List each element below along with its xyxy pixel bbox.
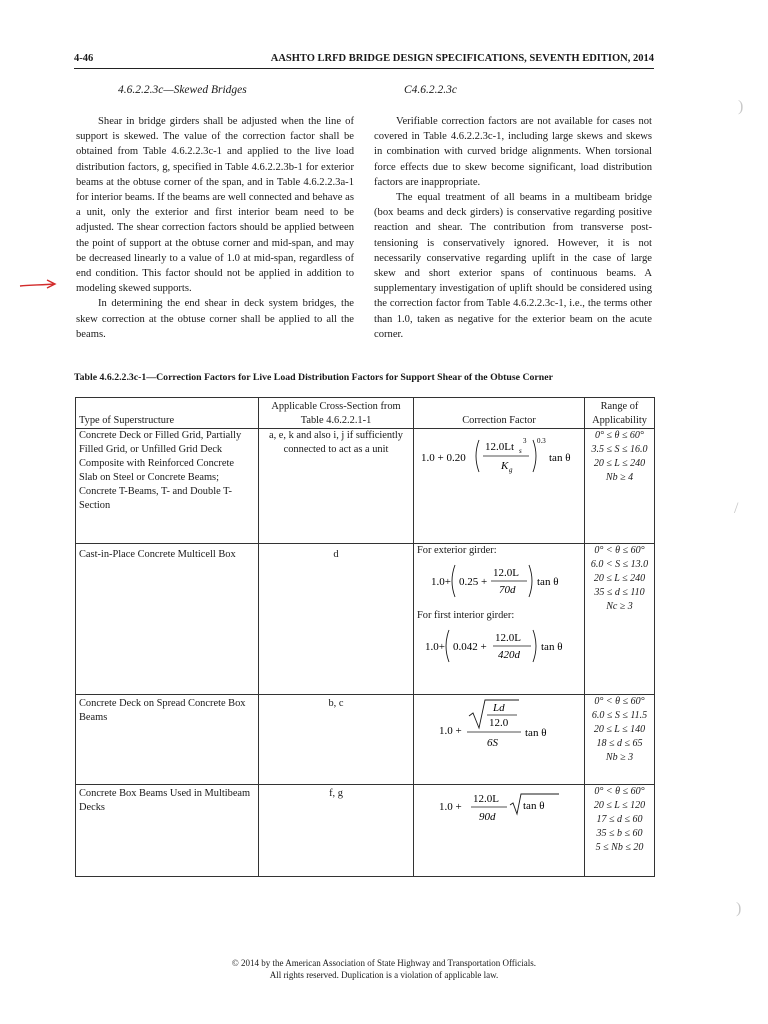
header-type: Type of Superstructure: [76, 398, 259, 429]
superstructure-type: Concrete Deck on Spread Concrete Box Beams: [76, 695, 259, 785]
formula-tan: tan θ: [541, 641, 563, 653]
formula-root-denominator: 12.0: [489, 717, 509, 729]
page-header: [74, 52, 654, 69]
formula-exterior-girder: [419, 561, 579, 601]
range-item: 20 ≤ L ≤ 240: [593, 458, 646, 469]
page-number: 4-46: [74, 53, 94, 64]
range-item: 35 ≤ b ≤ 60: [596, 828, 643, 839]
formula-lead: 1.0+: [431, 576, 451, 588]
correction-formula: [414, 544, 585, 695]
formula-multibeam-decks: [419, 788, 579, 828]
formula-shear-correction: [419, 432, 579, 480]
table-row: [76, 695, 655, 785]
formula-tan: tan θ: [537, 576, 559, 588]
range-of-applicability: [585, 695, 655, 785]
formula-subscript: g: [509, 466, 513, 474]
commentary-column: [374, 114, 652, 342]
range-item: 17 ≤ d ≤ 60: [596, 814, 643, 825]
range-of-applicability: [585, 544, 655, 695]
cross-section: f, g: [259, 785, 414, 877]
superstructure-type: Concrete Deck or Filled Grid, Partially Filled Grid, or Unfilled Grid Deck Composite with Reinforced Concrete Slab on Steel or Concrete Beams; Concrete T-Beams, T- and Double T-Section: [76, 429, 259, 544]
formula-denominator: 90d: [479, 811, 496, 823]
range-item: 0° < θ ≤ 60°: [594, 696, 645, 707]
formula-tan: tan θ: [525, 727, 547, 739]
copyright-footer: [0, 957, 768, 981]
annotation-arrow-icon: [18, 278, 60, 292]
spec-paragraph: Shear in bridge girders shall be adjusted when the line of support is skewed. The value of the correction factor shall be obtained from Table 4.6.2.2.3c-1 and applied to the live load distribution factors, g, specified in Table 4.6.2.2.3b-1 for exterior beams at the obtuse corner of the span, and in Table 4.6.2.2.3a-1 for interior beams. If the beams are well connected and behave as a unit, only the exterior and first interior beam need to be adjusted. The shear correction factors should be applied between the point of support at the obtuse corner and mid-span, and may be decreased linearly to a value of 1.0 at mid-span, regardless of end condition. This factor should not be applied in addition to modeling skewed supports.: [76, 116, 354, 295]
superstructure-type: Cast-in-Place Concrete Multicell Box: [76, 544, 259, 695]
specification-column: [76, 114, 354, 342]
correction-factor-table: [75, 397, 655, 877]
range-item: Nb ≥ 3: [605, 752, 634, 763]
formula-tan: tan θ: [549, 452, 571, 464]
range-item: 0° < θ ≤ 60°: [594, 786, 645, 797]
spec-paragraph: In determining the end shear in deck system bridges, the skew correction at the obtuse corner shall be applied to all the beams.: [76, 298, 354, 340]
range-item: Nb ≥ 4: [605, 472, 634, 483]
range-item: 5 ≤ Nb ≤ 20: [595, 842, 644, 853]
formula-superscript: 3: [523, 437, 527, 445]
range-of-applicability: [585, 785, 655, 877]
formula-interior-girder: [419, 626, 579, 666]
formula-denominator: K: [501, 460, 509, 472]
copyright-line: © 2014 by the American Association of State Highway and Transportation Officials.: [231, 958, 537, 968]
formula-numerator: 12.0L: [495, 632, 521, 644]
table-row: [76, 544, 655, 695]
formula-root-numerator: Ld: [493, 702, 505, 714]
formula-numerator: 12.0L: [473, 793, 499, 805]
formula-denominator: 420d: [498, 649, 520, 661]
range-item: 6.0 ≤ S ≤ 11.5: [591, 710, 648, 721]
range-item: 6.0 < S ≤ 13.0: [590, 559, 649, 570]
copyright-line: All rights reserved. Duplication is a violation of applicable law.: [269, 970, 499, 980]
table-row: [76, 785, 655, 877]
range-item: 0° ≤ θ ≤ 60°: [595, 430, 644, 441]
formula-denominator: 6S: [487, 737, 498, 749]
range-item: 20 ≤ L ≤ 120: [593, 800, 646, 811]
running-title: AASHTO LRFD BRIDGE DESIGN SPECIFICATIONS, SEVENTH EDITION, 2014: [270, 53, 654, 64]
scan-mark: ): [738, 98, 744, 115]
scan-mark: ): [736, 900, 742, 917]
range-item: Nc ≥ 3: [606, 601, 633, 612]
header-cross-section: Applicable Cross-Section from Table 4.6.2.2.1-1: [259, 398, 414, 429]
cross-section: d: [259, 544, 414, 695]
formula-term: 0.042 +: [453, 641, 487, 653]
scan-mark: /: [734, 500, 739, 517]
range-item: 20 ≤ L ≤ 240: [593, 573, 646, 584]
commentary-paragraph: The equal treatment of all beams in a multibeam bridge (box beams and deck girders) is conservative regarding positive reaction and shear. The contribution from transverse post-tensioning is conservatively ignored. However, it is not necessarily conservative regarding uplift in the case of large skew and short exterior spans of continuous beams. A supplementary investigation of uplift should be considered using the correction factor from Table 4.6.2.2.3c-1, i.e., the terms other than 1.0, taken as negative for the exterior beam on the acute corner.: [374, 192, 652, 340]
correction-formula: [414, 695, 585, 785]
formula-spread-box-beams: [419, 698, 579, 756]
formula-lead: 1.0 +: [439, 801, 462, 813]
commentary-heading: C4.6.2.2.3c: [404, 84, 458, 96]
formula-numerator: 12.0L: [493, 567, 519, 579]
range-item: 0° < θ ≤ 60°: [594, 545, 645, 556]
formula-term: 0.25 +: [459, 576, 488, 588]
formula-lead: 1.0 + 0.20: [421, 452, 466, 464]
formula-numerator: 12.0Lt: [485, 441, 515, 453]
formula-label-exterior: For exterior girder:: [417, 545, 497, 556]
formula-lead: 1.0 +: [439, 725, 462, 737]
header-correction-factor: Correction Factor: [414, 398, 585, 429]
header-range: Range of Applicability: [585, 398, 655, 429]
formula-denominator: 70d: [499, 584, 516, 596]
formula-subscript: s: [519, 447, 522, 455]
range-item: 18 ≤ d ≤ 65: [596, 738, 643, 749]
formula-label-interior: For first interior girder:: [417, 610, 515, 621]
cross-section: b, c: [259, 695, 414, 785]
formula-lead: 1.0+: [425, 641, 445, 653]
table-header-row: [76, 398, 655, 429]
table-caption: Table 4.6.2.2.3c-1—Correction Factors for Live Load Distribution Factors for Support Shear of the Obtuse Corner: [74, 372, 553, 383]
range-item: 20 ≤ L ≤ 140: [593, 724, 646, 735]
table-row: [76, 429, 655, 544]
correction-formula: [414, 785, 585, 877]
section-heading: 4.6.2.2.3c—Skewed Bridges: [118, 84, 247, 96]
superstructure-type: Concrete Box Beams Used in Multibeam Decks: [76, 785, 259, 877]
commentary-paragraph: Verifiable correction factors are not available for cases not covered in Table 4.6.2.2.3c-1, including large skews and skews in combination with curved bridge alignments. When torsional force effects due to skew become significant, load distribution factors are inappropriate.: [374, 116, 652, 188]
cross-section: a, e, k and also i, j if sufficiently connected to act as a unit: [259, 429, 414, 544]
correction-formula: [414, 429, 585, 544]
range-of-applicability: [585, 429, 655, 544]
formula-exponent: 0.3: [537, 437, 546, 445]
range-item: 3.5 ≤ S ≤ 16.0: [591, 444, 648, 455]
formula-tan: tan θ: [523, 800, 545, 812]
range-item: 35 ≤ d ≤ 110: [594, 587, 645, 598]
